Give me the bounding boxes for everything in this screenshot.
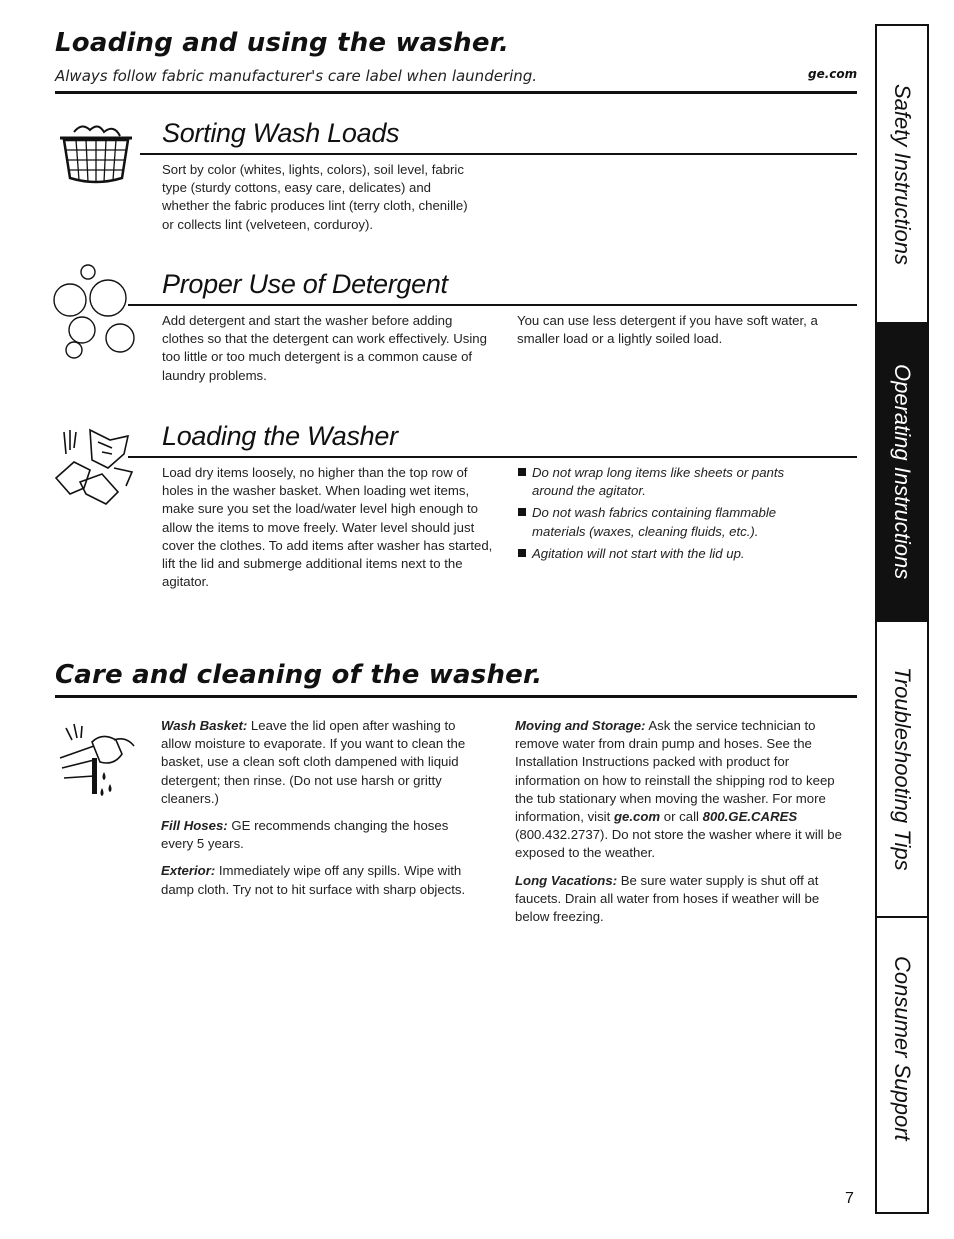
page-title: Loading and using the washer. — [55, 28, 510, 58]
page-number: 7 — [845, 1190, 854, 1207]
tab-consumer-support[interactable] — [877, 918, 927, 1178]
tab-label: Operating Instructions — [890, 364, 915, 580]
detergent-text-1: Add detergent and start the washer before adding clothes so that the detergent can work effectively. Using too little or too much detergent is a common cause of laundry problems. — [162, 313, 487, 383]
fill-hoses-label: Fill Hoses: — [161, 818, 228, 834]
exterior-paragraph — [161, 862, 481, 898]
fill-hoses-text: GE recommends changing the hoses every 5 years. — [161, 818, 449, 852]
care-rule — [55, 695, 857, 698]
clothes-icon — [50, 422, 140, 512]
exterior-label: Exterior: — [161, 863, 216, 879]
tab-label: Consumer Support — [890, 955, 915, 1141]
laundry-basket-icon — [52, 118, 140, 188]
tab-label: Troubleshooting Tips — [890, 667, 915, 871]
bubbles-icon — [50, 262, 140, 362]
sorting-rule — [140, 153, 857, 155]
list-item — [518, 545, 818, 563]
detergent-rule — [128, 304, 857, 306]
moving-site-link[interactable]: ge.com — [613, 809, 661, 825]
list-item — [518, 464, 818, 500]
loading-bullets — [518, 464, 818, 567]
page-subtitle: Always follow fabric manufacturer's care label when laundering. — [55, 67, 538, 85]
moving-paragraph — [515, 717, 845, 863]
bullet-square-icon — [518, 508, 526, 516]
bullet-text: Do not wash fabrics containing flammable materials (waxes, cleaning fluids, etc.). — [532, 505, 777, 539]
bullet-text: Do not wrap long items like sheets or pants around the agitator. — [532, 465, 785, 499]
fill-hoses-paragraph — [161, 817, 481, 853]
moving-text: (800.432.2737). Do not store the washer where it will be exposed to the weather. — [515, 827, 842, 861]
section-tabs — [875, 24, 929, 1214]
moving-text: or call — [660, 809, 703, 825]
site-link[interactable]: ge.com — [808, 67, 858, 81]
wash-basket-label: Wash Basket: — [161, 718, 248, 733]
care-title: Care and cleaning of the washer. — [55, 660, 543, 690]
list-item — [518, 504, 818, 540]
bullet-square-icon — [518, 468, 526, 476]
moving-phone: 800.GE.CARES — [702, 809, 798, 825]
moving-label: Moving and Storage: — [515, 718, 646, 733]
sorting-text: Sort by color (whites, lights, colors), soil level, fabric type (sturdy cottons, easy care, delicates) and whether the fabric produces lint (terry cloth, chenille) or collects lint (velveteen, corduroy). — [162, 162, 468, 232]
vacation-label: Long Vacations: — [515, 872, 618, 888]
header-rule — [55, 91, 857, 94]
bullet-text: Agitation will not start with the lid up. — [532, 545, 745, 561]
sponge-cleaning-icon — [58, 722, 142, 798]
wash-basket-paragraph — [161, 717, 481, 808]
tab-operating-instructions[interactable] — [877, 322, 927, 622]
wash-basket-text: Leave the lid open after washing to allow moisture to evaporate. If you want to clean the basket, use a clean soft cloth dampened with liquid detergent; then rinse. (Do not use harsh or gritty cleaners.) — [161, 718, 466, 806]
detergent-text-2: You can use less detergent if you have soft water, a smaller load or a lightly soiled load. — [517, 313, 818, 347]
sorting-title: Sorting Wash Loads — [162, 118, 400, 148]
tab-label: Safety Instructions — [890, 83, 915, 265]
tab-troubleshooting-tips[interactable] — [877, 622, 927, 916]
loading-text: Load dry items loosely, no higher than the top row of holes in the washer basket. When loading wet items, make sure you set the load/water level high enough to allow the items to move freely. Water level should just cover the clothes. To add items after washer has started, lift the lid and submerge additional items next to the agitator. — [162, 465, 493, 590]
loading-title: Loading the Washer — [162, 421, 398, 451]
vacation-text: Be sure water supply is shut off at faucets. Drain all water from hoses if weather will be below freezing. — [515, 872, 820, 925]
exterior-text: Immediately wipe off any spills. Wipe with damp cloth. Try not to hit surface with sharp objects. — [161, 863, 466, 897]
bullet-square-icon — [518, 549, 526, 557]
tab-safety-instructions[interactable] — [877, 26, 927, 322]
care-right-column — [515, 717, 845, 935]
vacation-paragraph — [515, 872, 845, 927]
moving-text: Ask the service technician to remove water from drain pump and hoses. See the Installation Instructions packed with product for information on how to reinstall the shipping rod to keep the tub stationary when moving the washer. For more information, visit — [515, 718, 835, 825]
detergent-title: Proper Use of Detergent — [162, 269, 448, 299]
care-left-column — [161, 717, 481, 908]
loading-rule — [128, 456, 857, 458]
